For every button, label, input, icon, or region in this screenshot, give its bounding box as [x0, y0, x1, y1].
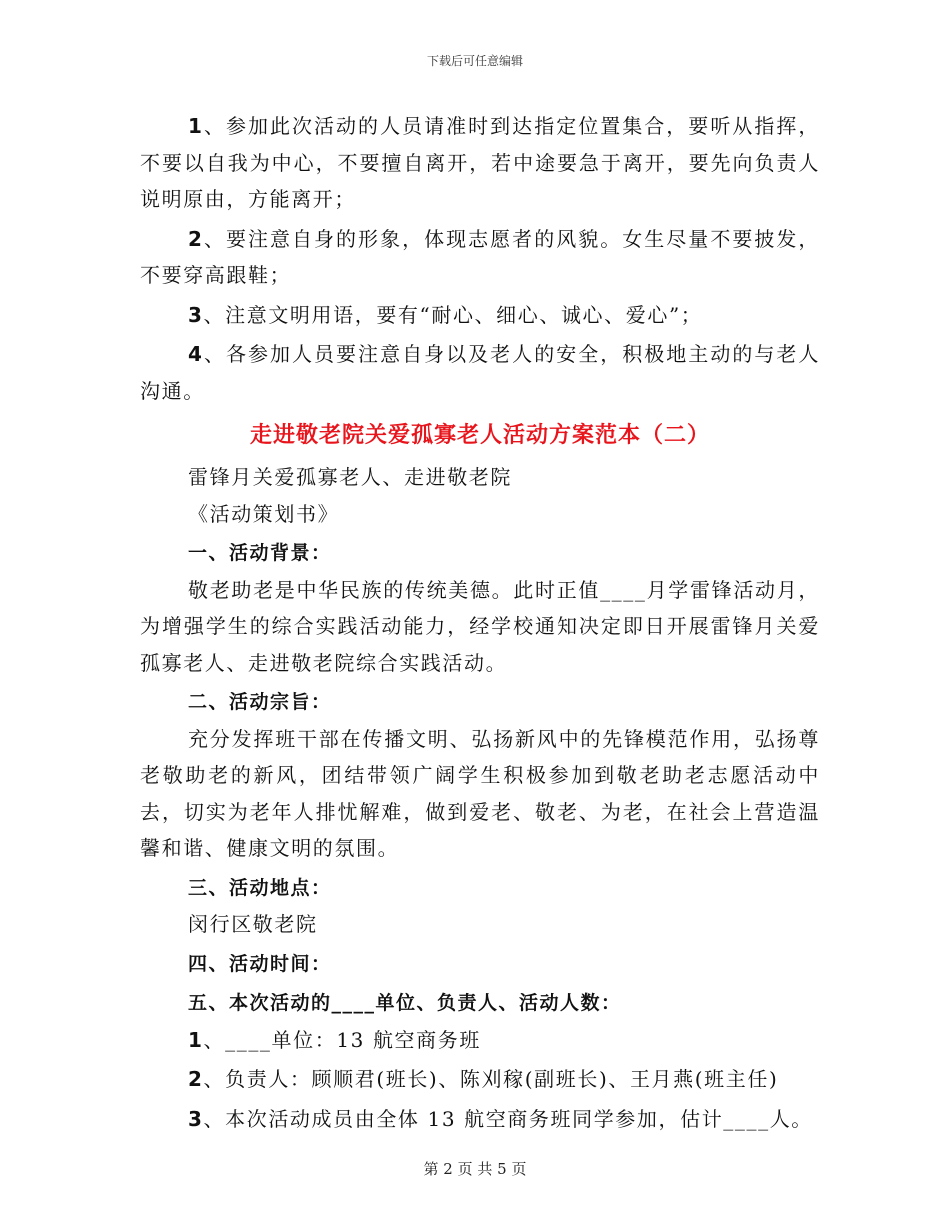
heading-time: 四、活动时间： [188, 952, 332, 975]
rule-2-number: 2 [188, 226, 204, 251]
rule-4-number: 4 [188, 342, 204, 366]
heading-location: 三、活动地点： [188, 876, 332, 899]
item-3 [140, 1101, 820, 1138]
rule-4 [140, 336, 820, 409]
section-title: 走进敬老院关爱孤寡老人活动方案范本（二） [249, 423, 710, 448]
heading-background: 一、活动背景： [188, 542, 332, 564]
paragraph-background: 敬老助老是中华民族的传统美德。此时正值____月学雷锋活动月，为增强学生的综合实践活动能力，经学校通知决定即日开展雷锋月关爱孤寡老人、走进敬老院综合实践活动。 [140, 577, 820, 675]
subtitle-2: 《活动策划书》 [188, 501, 340, 526]
page-header: 下载后可任意编辑 [426, 54, 523, 68]
item-1-text: 、____单位：13 航空商务班 [203, 1027, 481, 1052]
rule-1-text: 、参加此次活动的人员请准时到达指定位置集合，要听从指挥，不要以自我为中心，不要擅自离开，若中途要急于离开，要先向负责人说明原由，方能离开； [140, 114, 820, 211]
subtitle-1: 雷锋月关爱孤寡老人、走进敬老院 [188, 465, 512, 489]
item-3-number: 3 [188, 1106, 204, 1131]
rule-3-text: 、注意文明用语，要有“耐心、细心、诚心、爱心”； [203, 302, 703, 327]
rule-3-number: 3 [188, 302, 204, 327]
item-2-text: 、负责人：顾顺君(班长)、陈刈稼(副班长)、王月燕(班主任) [203, 1067, 779, 1091]
item-1 [140, 1022, 820, 1059]
paragraph-purpose: 充分发挥班干部在传播文明、弘扬新风中的先锋模范作用，弘扬尊老敬助老的新风，团结带领广阔学生积极参加到敬老助老志愿活动中去，切实为老年人排忧解难，做到爱老、敬老、为老，在社会上营造温馨和谐、健康文明的氛围。 [140, 726, 820, 860]
document-body [140, 108, 820, 1137]
paragraph-location: 闵行区敬老院 [188, 912, 318, 936]
item-2 [140, 1061, 820, 1098]
rule-2-text: 、要注意自身的形象，体现志愿者的风貌。女生尽量不要披发，不要穿高跟鞋； [140, 226, 820, 287]
rule-1-number: 1 [188, 114, 204, 138]
heading-organizers: 五、本次活动的____单位、负责人、活动人数： [188, 992, 622, 1014]
rule-3 [140, 297, 820, 334]
rule-1 [140, 108, 820, 218]
rule-2 [140, 221, 820, 294]
item-1-number: 1 [188, 1027, 204, 1052]
heading-purpose: 二、活动宗旨： [188, 691, 332, 713]
page-footer: 第 2 页 共 5 页 [423, 1160, 527, 1178]
rule-4-text: 、各参加人员要注意自身以及老人的安全，积极地主动的与老人沟通。 [140, 342, 820, 403]
item-3-text: 、本次活动成员由全体 13 航空商务班同学参加，估计____人。 [203, 1106, 813, 1131]
item-2-number: 2 [188, 1067, 204, 1091]
